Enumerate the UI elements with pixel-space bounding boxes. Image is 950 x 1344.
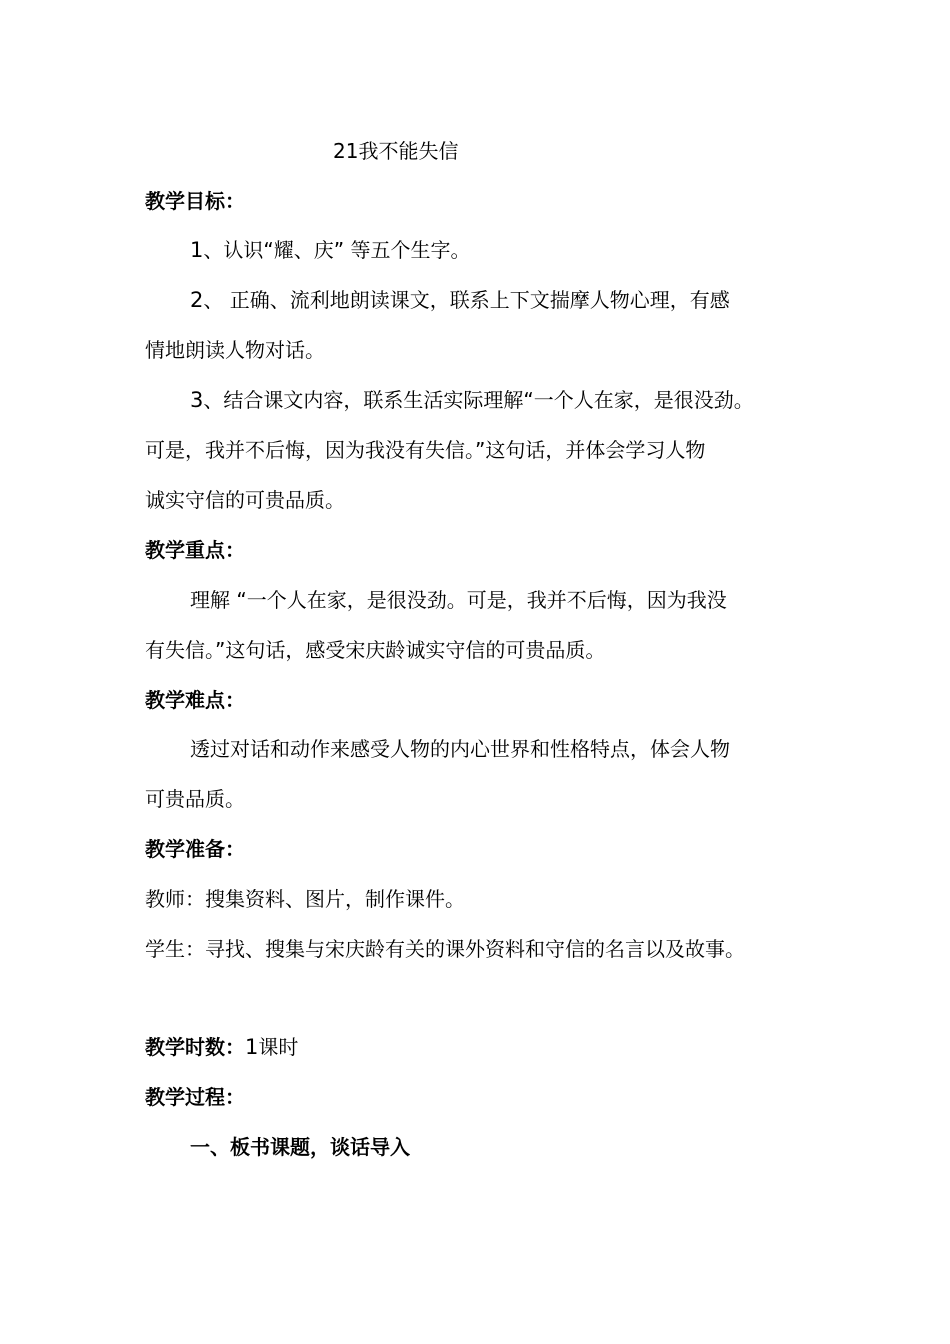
difficulties-line2: 可贵品质。 [145, 787, 245, 811]
preparation-heading: 教学准备： [145, 837, 245, 861]
objective-2-number: 2 [190, 288, 204, 312]
objective-2-text-line1: 、 正确、流利地朗读课文，联系上下文揣摩人物心理，有感 [203, 288, 730, 312]
hours-heading: 教学时数： [145, 1035, 245, 1059]
process-heading: 教学过程： [145, 1085, 245, 1109]
objective-3-text-line2: 可是，我并不后悔，因为我没有失信。”这句话，并体会学习人物 [145, 438, 706, 462]
objectives-heading: 教学目标： [145, 189, 245, 213]
lesson-title: 21我不能失信 [333, 139, 459, 163]
difficulties-line1: 透过对话和动作来感受人物的内心世界和性格特点，体会人物 [190, 737, 730, 761]
key-points-heading: 教学重点： [145, 538, 245, 562]
objective-1-number: 1 [190, 238, 204, 262]
key-points-line1: 理解 “一个人在家，是很没劲。可是，我并不后悔，因为我没 [190, 588, 727, 612]
hours-value: 1 [245, 1035, 259, 1059]
preparation-student: 学生：寻找、搜集与宋庆龄有关的课外资料和守信的名言以及故事。 [145, 937, 745, 961]
objective-1-text: 、认识“耀、庆” 等五个生字。 [203, 238, 471, 262]
difficulties-heading: 教学难点： [145, 688, 245, 712]
key-points-line2: 有失信。”这句话，感受宋庆龄诚实守信的可贵品质。 [145, 638, 606, 662]
preparation-teacher: 教师：搜集资料、图片，制作课件。 [145, 887, 465, 911]
objective-2-text-line2: 情地朗读人物对话。 [145, 338, 325, 362]
hours-unit: 课时 [258, 1035, 299, 1059]
objective-3-number: 3 [190, 388, 204, 412]
objective-item-1 [190, 236, 470, 264]
objective-item-2 [190, 286, 730, 314]
process-step-1: 一、板书课题，谈话导入 [190, 1135, 410, 1159]
objective-item-3 [190, 386, 754, 414]
hours-line [145, 1033, 298, 1061]
objective-3-text-line1: 、结合课文内容，联系生活实际理解“一个人在家，是很没劲。 [203, 388, 754, 412]
objective-3-text-line3: 诚实守信的可贵品质。 [145, 488, 345, 512]
